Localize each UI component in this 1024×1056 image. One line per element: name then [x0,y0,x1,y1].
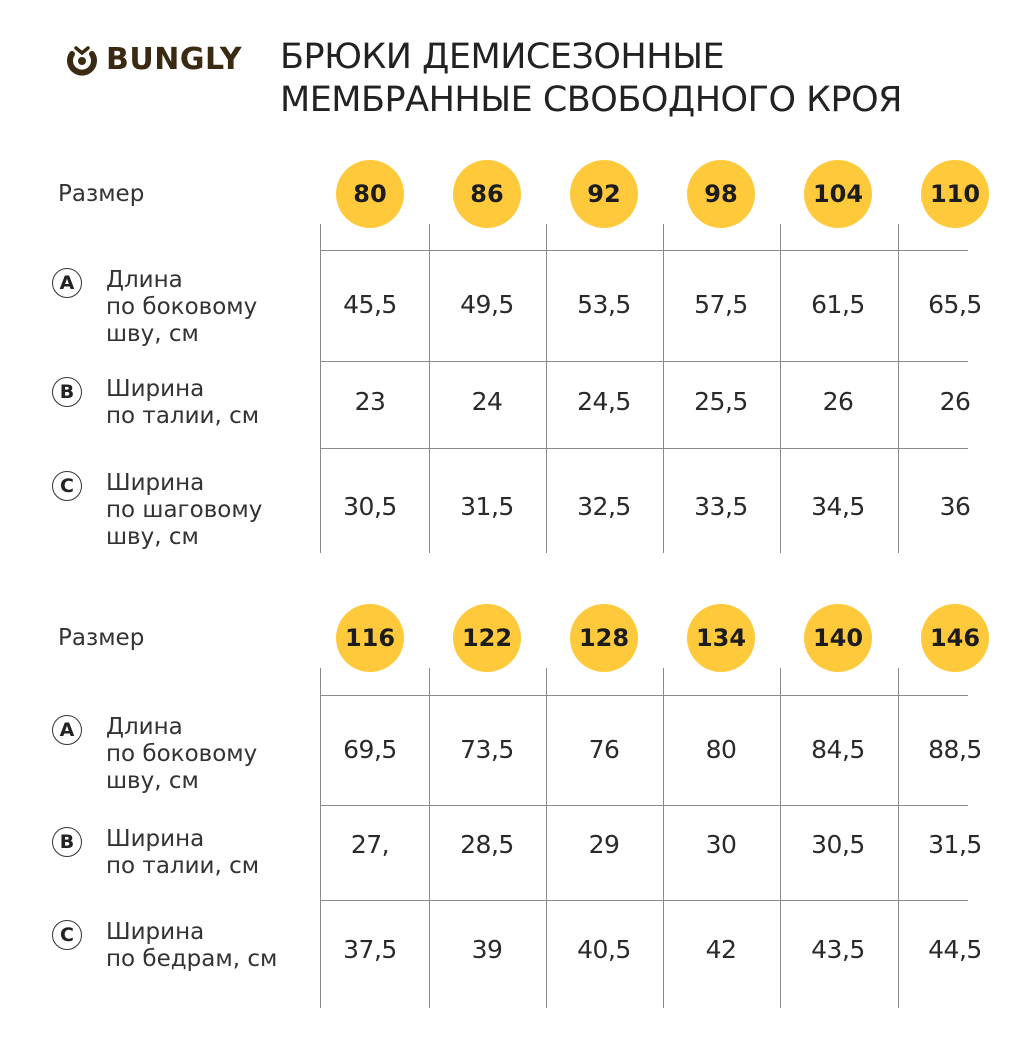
measurement-name-line: по шаговому [106,497,263,523]
value-cell: 61,5 [811,290,865,319]
letter-b-icon: B [52,827,82,857]
value-cell: 73,5 [460,735,514,764]
measurement-name-line: по боковому [106,294,258,320]
measurement-name [106,267,257,348]
value-cell: 31,5 [460,492,514,521]
measurement-name [106,826,259,880]
size-badge-134: 134 [687,604,755,672]
row-divider [320,361,968,362]
size-badge-80: 80 [336,160,404,228]
size-badge-128: 128 [570,604,638,672]
row-divider [320,805,968,806]
value-cell: 57,5 [694,290,748,319]
measurement-name [106,376,259,430]
value-cell: 53,5 [577,290,631,319]
value-cell: 36 [939,492,971,521]
value-cell: 80 [705,735,737,764]
page-title [280,36,1000,122]
value-cell: 30,5 [343,492,397,521]
measurement-label-b [52,376,259,430]
letter-c-icon: C [52,471,82,501]
size-badge-146: 146 [921,604,989,672]
value-cell: 44,5 [928,935,982,964]
size-label: Размер [58,625,145,651]
letter-c-icon: C [52,920,82,950]
measurement-label-a [52,714,257,795]
size-badge-140: 140 [804,604,872,672]
value-cell: 84,5 [811,735,865,764]
value-cell: 26 [939,387,971,416]
value-cell: 23 [354,387,386,416]
value-cell: 49,5 [460,290,514,319]
letter-a-icon: A [52,715,82,745]
brand [66,42,242,77]
measurement-name [106,714,257,795]
value-cell: 37,5 [343,935,397,964]
measurement-label-b [52,826,259,880]
size-label: Размер [58,181,145,207]
value-cell: 31,5 [928,830,982,859]
row-divider [320,250,968,251]
size-badge-104: 104 [804,160,872,228]
value-cell: 39 [471,935,503,964]
size-badge-92: 92 [570,160,638,228]
measurement-name-line: шву, см [106,524,199,550]
measurement-name-line: Длина [106,267,183,293]
brand-name: BUNGLY [106,42,243,77]
value-cell: 40,5 [577,935,631,964]
value-cell: 33,5 [694,492,748,521]
measurement-label-a [52,267,257,348]
size-badge-110: 110 [921,160,989,228]
size-badge-122: 122 [453,604,521,672]
letter-a-icon: A [52,268,82,298]
value-cell: 32,5 [577,492,631,521]
value-cell: 24,5 [577,387,631,416]
measurement-name-line: по бедрам, см [106,946,278,972]
bungly-logo-icon [66,44,98,76]
measurement-name-line: по боковому [106,741,258,767]
value-cell: 26 [822,387,854,416]
row-divider [320,448,968,449]
size-badge-98: 98 [687,160,755,228]
measurement-name-line: по талии, см [106,403,260,429]
size-badge-86: 86 [453,160,521,228]
measurement-name [106,919,277,973]
measurement-name-line: шву, см [106,321,199,347]
measurement-name-line: по талии, см [106,853,260,879]
value-cell: 88,5 [928,735,982,764]
title-line-1: БРЮКИ ДЕМИСЕЗОННЫЕ [280,37,725,77]
measurement-label-c [52,919,277,973]
measurement-name-line: Ширина [106,919,205,945]
size-badge-116: 116 [336,604,404,672]
measurement-name-line: шву, см [106,768,199,794]
value-cell: 30 [705,830,737,859]
row-divider [320,695,968,696]
measurement-name-line: Длина [106,714,183,740]
title-line-2: МЕМБРАННЫЕ СВОБОДНОГО КРОЯ [280,80,902,120]
value-cell: 43,5 [811,935,865,964]
value-cell: 65,5 [928,290,982,319]
letter-b-icon: B [52,377,82,407]
measurement-name-line: Ширина [106,376,205,402]
value-cell: 24 [471,387,503,416]
value-cell: 28,5 [460,830,514,859]
value-cell: 69,5 [343,735,397,764]
measurement-name [106,470,262,551]
value-cell: 45,5 [343,290,397,319]
value-cell: 27, [350,830,390,859]
value-cell: 76 [588,735,620,764]
measurement-label-c [52,470,262,551]
value-cell: 30,5 [811,830,865,859]
value-cell: 42 [705,935,737,964]
row-divider [320,900,968,901]
value-cell: 29 [588,830,620,859]
value-cell: 34,5 [811,492,865,521]
measurement-name-line: Ширина [106,826,205,852]
measurement-name-line: Ширина [106,470,205,496]
value-cell: 25,5 [694,387,748,416]
